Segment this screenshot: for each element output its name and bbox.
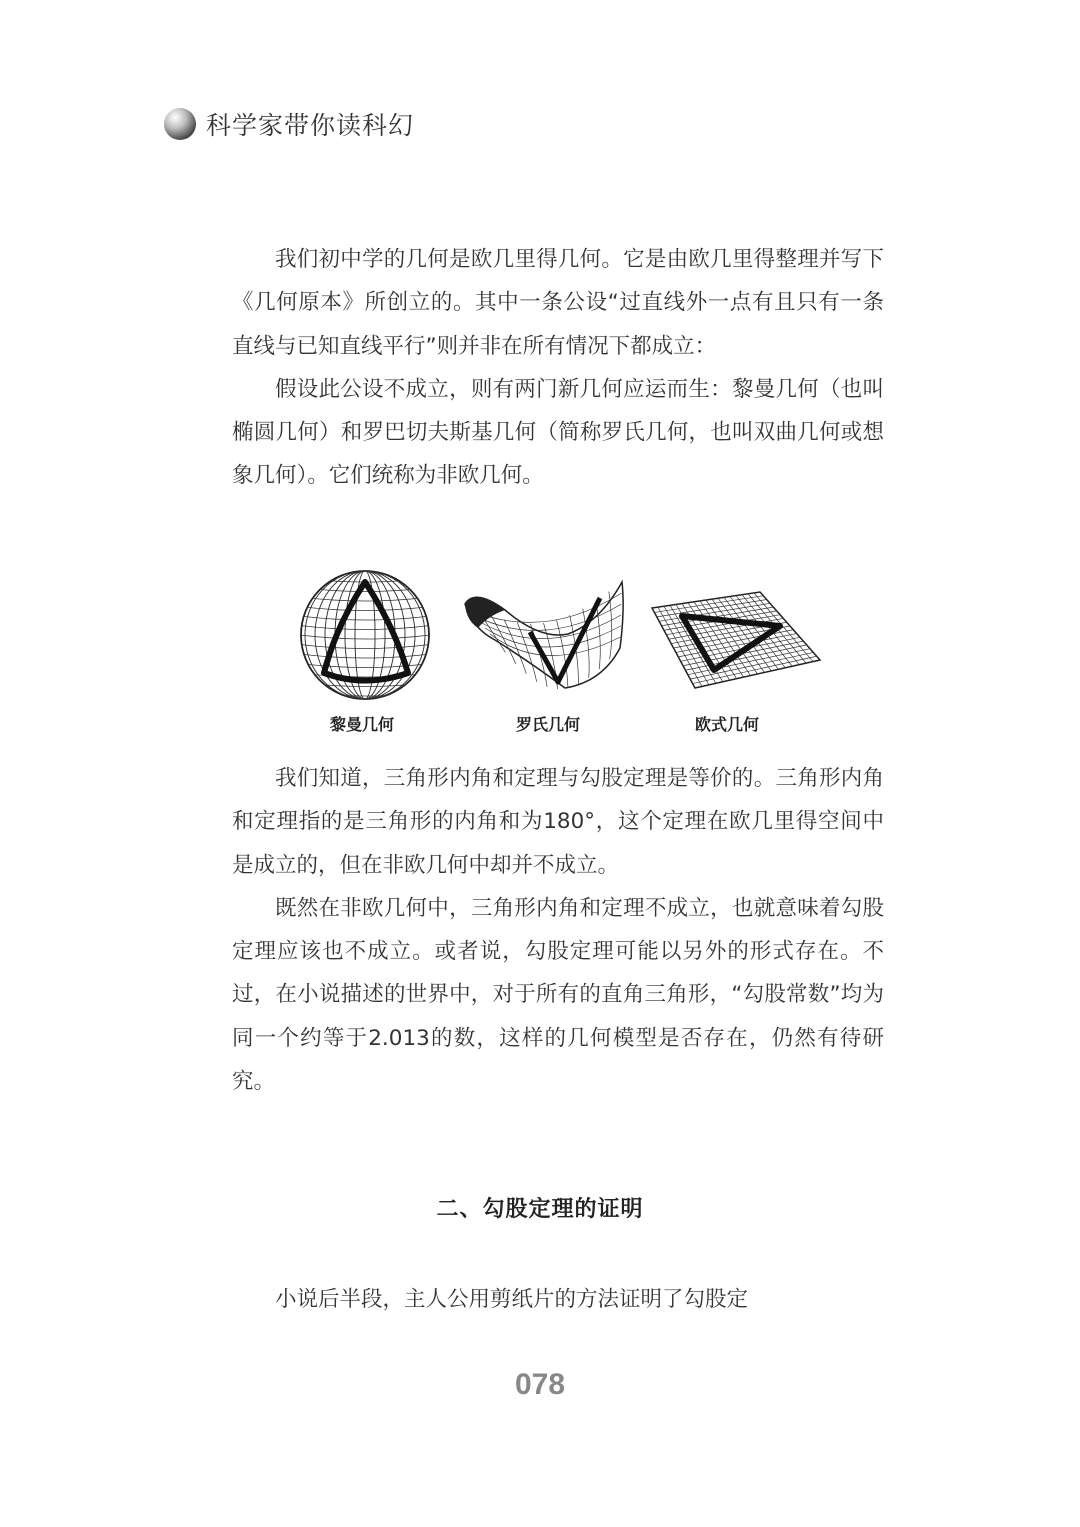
page-number: 078	[514, 1368, 566, 1401]
book-title: 科学家带你读科幻	[206, 111, 415, 140]
paragraph-triangle-sum: 我们知道，三角形内角和定理与勾股定理是等价的。三角形内角和定理指的是三角形的内角和为180°，这个定理在欧几里得空间中是成立的，但在非欧几何中却并不成立。	[232, 766, 884, 878]
paragraph-euclid: 我们初中学的几何是欧几里得几何。它是由欧几里得整理并写下《几何原本》所创立的。其中一条公设“过直线外一点有且只有一条直线与已知直线平行”则并非在所有情况下都成立：	[232, 247, 884, 359]
label-euclid: 欧式几何	[695, 715, 760, 734]
sphere-icon	[163, 107, 197, 141]
paragraph-non-euclid: 假设此公设不成立，则有两门新几何应运而生：黎曼几何（也叫椭圆几何）和罗巴切夫斯基几何（简称罗氏几何，也叫双曲几何或想象几何）。它们统称为非欧几何。	[232, 376, 884, 489]
saddle-illustration	[465, 582, 623, 689]
paragraph-proof: 小说后半段，主人公用剪纸片的方法证明了勾股定	[275, 1287, 749, 1312]
label-riemann: 黎曼几何	[330, 715, 395, 734]
intro-paragraphs	[232, 238, 884, 498]
running-header	[163, 104, 414, 144]
middle-paragraphs	[232, 757, 884, 1103]
closing-paragraph	[232, 1278, 884, 1321]
paragraph-pythagorean: 既然在非欧几何中，三角形内角和定理不成立，也就意味着勾股定理应该也不成立。或者说，勾股定理可能以另外的形式存在。不过，在小说描述的世界中，对于所有的直角三角形，“勾股常数”均为同一个约等于2.013的数，这样的几何模型是否存在，仍然有待研究。	[232, 895, 884, 1095]
plane-illustration	[652, 592, 820, 688]
section-heading: 二、勾股定理的证明	[436, 1197, 644, 1222]
riemann-sphere-illustration	[300, 571, 430, 699]
label-lobachevsky: 罗氏几何	[516, 715, 581, 734]
